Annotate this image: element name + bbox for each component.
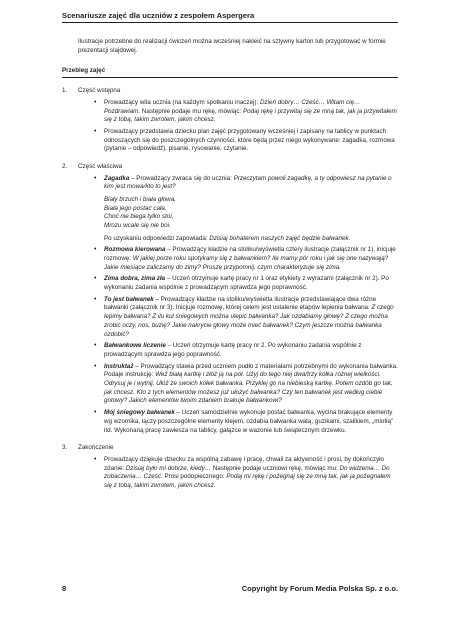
copyright-notice: Copyright by Forum Media Polska Sp. z o.o.: [241, 584, 398, 593]
riddle-poem: Biały brzuch i biała głowa, Biała jego postać cała. Choć nie biega tylko stoi, Mrozu wcale się nie boi.: [104, 196, 176, 229]
list-item: • Zagadka – Prowadzący zwraca się do ucznia: Przeczytam powoli zagadkę, a ty odpowiesz na pytanie o kim jest mowa/kto to jest? Biały brzuch i biała głowa, Biała jego postać cała. Choć nie biega tylko stoi, Mrozu wcale się nie boi. Po uzyskaniu odpowiedzi zapowiada: Dzisiaj bohaterem naszych zajęć będzie bałwanek.: [78, 175, 398, 243]
bullet-icon: •: [94, 342, 97, 350]
list-item: • Instruktaż – Prowadzący stawia przed uczniem pudło z materiałami potrzebnymi do wykonania bałwanka. Podaje instrukcję: Weź białą kartkę i złóż ją na pół. Użyj do tego niej dwa/trzy kółka różnej wielkości. Odrysuj je i wytnij. Ułóż ze swoich kółek bałwanka. Przyklej go na niebieską kartkę. Potem ozdób go tak, jak chcesz. Kto z tych elementów możesz już ułożyć bałwanka? Czy ten bałwanek jest według ciebie gotowy? Jakich elementów twoim zdaniem brakuje bałwankowi?: [94, 362, 398, 405]
list-item: • Bałwankowe liczenie – Uczeń otrzymuje kartę pracy nr 2. Po wykonaniu zadania wspólnie z prowadzącym sprawdza jego poprawność.: [94, 342, 362, 358]
activity-title: Mój śniegowy bałwanek: [104, 409, 175, 417]
activity-title: Rozmowa kierowana: [104, 246, 166, 254]
part-main: [62, 163, 398, 435]
page-content: [62, 32, 398, 494]
bullet-icon: •: [94, 246, 97, 254]
part-number: 2.: [62, 163, 68, 171]
activity-title: Zagadka: [104, 174, 130, 182]
activity-title: Instruktaż: [104, 362, 134, 370]
bullet-icon: •: [94, 98, 97, 106]
activity-title: Bałwankowe liczenie: [104, 342, 166, 350]
list-item: • Zima dobra, zima zła – Uczeń otrzymuje kartę pracy nr 1 oraz etykiety z wyrazami (załącznik nr 2). Po wykonaniu zadania wspólnie z prowadzącym sprawdza jego poprawność.: [94, 275, 389, 292]
part-title: Część wstępna: [78, 87, 121, 95]
list-item: • Mój śniegowy bałwanek – Uczeń samodzielnie wykonuje postać bałwanka, wycina brakujące elementy wg wzornika, łączy poszczególne elementy klejem, ozdabia bałwanka watą, guzikami, szalikiem, „miotłą” itd. Wykonaną pracę zawiesza na tablicy, gałązce w wazonie lub świątecznym drzewku.: [94, 409, 394, 434]
running-header: Scenariusze zajęć dla uczniów z zespołem Aspergera: [62, 11, 255, 20]
list-item: • Prowadzący przedstawia dziecku plan zajęć przygotowany wcześniej i zapisany na tablicy w punktach odnoszących się do poszczególnych czynności, które będą przez niego wykonywane: zagadka, rozmowa (pytanie – odpowiedź), pisanie, rysowanie, czytanie.: [94, 127, 395, 153]
bullet-icon: •: [94, 275, 97, 283]
part-title: Część właściwa: [78, 163, 123, 171]
activity-title: To jest bałwanek: [104, 295, 154, 303]
intro-paragraph: Ilustracje potrzebne do realizacji ćwiczeń można wcześniej nakleić na sztywny karton lub przygotować w formie prezentacji slajdowej.: [78, 38, 386, 54]
bullet-icon: •: [94, 409, 97, 417]
bullet-icon: •: [94, 455, 97, 463]
list-item: • Rozmowa kierowana – Prowadzący kładzie na stoliku/wyświetla cztery ilustracje (załącznik nr 1), inicjuje rozmowę: W jakiej porze roku spotykamy się z bałwankiem? Ile mamy pór roku i jak się one nazywają? Jakie miesiące zaliczamy do zimy? Proszę przypomnij, czym charakteryzuje się zima.: [94, 246, 396, 271]
header-divider: [62, 22, 398, 23]
part-number: 3.: [62, 444, 68, 452]
part-title: Zakończenie: [78, 444, 114, 452]
bullet-icon: •: [94, 295, 97, 303]
list-item: • Prowadzący dziękuje dziecku za wspólną zabawę i pracę, chwali za aktywność i prosi, by dokończyło zdanie: Dzisiaj było mi dobrze, kiedy… Następnie podaje uczniowi rękę, mówiąc mu: Do widzenia… Do zobaczenia… Cześć. Prosi podopiecznego: Podaj mi rękę i pożegnaj się ze mną tak, jak ja pożegnałem się z tobą, takim zwrotem, jakim chcesz.: [94, 455, 391, 490]
section-title: Przebieg zajęć: [62, 67, 398, 78]
part-ending: [62, 444, 398, 491]
activity-title: Zima dobra, zima zła: [104, 275, 166, 283]
bullet-icon: •: [94, 127, 97, 135]
list-item: • To jest bałwanek – Prowadzący kładzie na stoliku/wyświetla ilustracje przedstawiające dwa różne bałwanki (załącznik nr 3). Inicjuje rozmowę, której celem jest ustalenie etapów lepienia bałwana: Z czego lepimy bałwana? Z ilu kul śniegowych można ulepić bałwanka? Jak ozdabiamy głowę? Z czego można zrobić oczy, nos, buzię? Jakie nakrycie głowy może mieć bałwanek? Czym jeszcze można bałwanka ozdobić?: [94, 295, 394, 338]
riddle-answer: Po uzyskaniu odpowiedzi zapowiada: Dzisiaj bohaterem naszych zajęć będzie bałwanek.: [104, 234, 351, 242]
page-number: 8: [62, 584, 67, 593]
part-number: 1.: [62, 87, 68, 95]
part-intro: [62, 87, 398, 154]
bullet-icon: •: [94, 174, 97, 182]
bullet-icon: •: [94, 362, 97, 370]
list-item: • Prowadzący wita ucznia (na każdym spotkaniu inaczej): Dzień dobry… Cześć… Witam cię… Pozdrawiam. Następnie podaje mu rękę, mówiąc: Podaj rękę i przywitaj się ze mną tak, jak ja przywitałem się z tobą, takim zwrotem, jakim chcesz.: [94, 98, 397, 124]
